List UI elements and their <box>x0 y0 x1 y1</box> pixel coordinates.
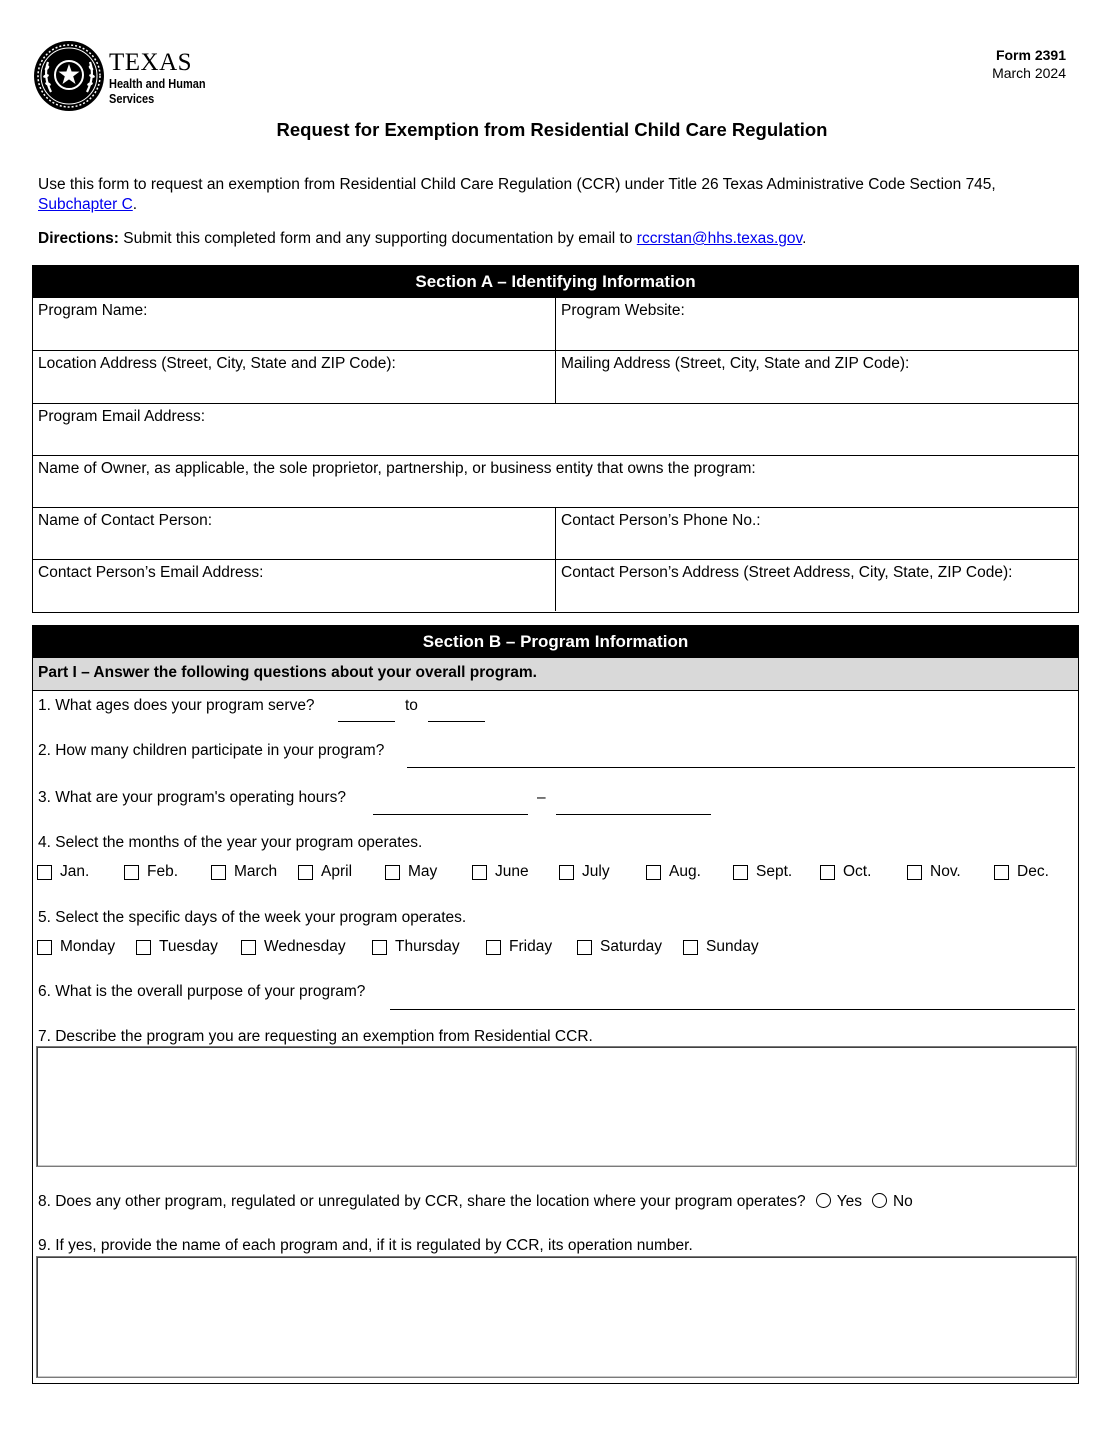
checkbox-june[interactable] <box>472 863 529 881</box>
logo-subtitle <box>109 77 206 107</box>
q3-label: 3. What are your program's operating hours? <box>38 789 346 806</box>
children-count-input[interactable] <box>407 767 1075 768</box>
section-b-header: Section B – Program Information <box>33 626 1078 658</box>
checkbox-box[interactable] <box>136 940 151 955</box>
section-a-row <box>33 559 1078 611</box>
location-address-field[interactable] <box>33 351 555 403</box>
q5-label: 5. Select the specific days of the week your program operates. <box>38 909 467 926</box>
checkbox-label: Sept. <box>756 863 793 880</box>
checkbox-saturday[interactable] <box>577 938 662 956</box>
hours-end-input[interactable] <box>556 814 711 815</box>
q1-to-label: to <box>405 697 418 714</box>
program-purpose-input[interactable] <box>390 1009 1075 1010</box>
age-from-input[interactable] <box>338 721 395 722</box>
contact-email-field[interactable] <box>33 560 555 611</box>
checkbox-box[interactable] <box>298 865 313 880</box>
contact-person-name-field[interactable] <box>33 508 555 559</box>
q9-label: 9. If yes, provide the name of each program and, if it is regulated by CCR, its operation number. <box>38 1237 693 1254</box>
q2-label: 2. How many children participate in your program? <box>38 742 385 759</box>
field-label: Location Address (Street, City, State and ZIP Code): <box>38 355 396 372</box>
field-label: Contact Person’s Phone No.: <box>561 512 761 529</box>
checkbox-box[interactable] <box>385 865 400 880</box>
owner-name-field[interactable] <box>33 456 1078 507</box>
q7-label: 7. Describe the program you are requesting an exemption from Residential CCR. <box>38 1028 593 1045</box>
directions-label: Directions: <box>38 230 119 247</box>
intro-text: Use this form to request an exemption from Residential Child Care Regulation (CCR) under Title 26 Texas Administrative Code Section 745, <box>38 176 996 193</box>
field-label: Contact Person’s Address (Street Address, City, State, ZIP Code): <box>561 564 1013 581</box>
texas-star-seal-icon <box>33 40 105 112</box>
checkbox-box[interactable] <box>472 865 487 880</box>
program-email-field[interactable] <box>33 404 1078 455</box>
checkbox-label: March <box>234 863 278 880</box>
checkbox-friday[interactable] <box>486 938 552 956</box>
field-label: Name of Contact Person: <box>38 512 213 529</box>
checkbox-label: July <box>582 863 610 880</box>
checkbox-aug[interactable] <box>646 863 701 881</box>
checkbox-nov[interactable] <box>907 863 961 881</box>
checkbox-box[interactable] <box>577 940 592 955</box>
q8-label-row <box>38 1193 913 1211</box>
checkbox-label: Tuesday <box>159 938 218 955</box>
checkbox-sept[interactable] <box>733 863 792 881</box>
checkbox-monday[interactable] <box>37 938 115 956</box>
section-b-table <box>32 625 1079 1384</box>
subchapter-c-link[interactable]: Subchapter C <box>38 196 133 213</box>
checkbox-box[interactable] <box>820 865 835 880</box>
checkbox-may[interactable] <box>385 863 437 881</box>
checkbox-label: Wednesday <box>264 938 346 955</box>
checkbox-box[interactable] <box>211 865 226 880</box>
directions-text: Submit this completed form and any supporting documentation by email to <box>118 230 637 247</box>
checkbox-box[interactable] <box>37 865 52 880</box>
q4-label: 4. Select the months of the year your program operates. <box>38 834 423 851</box>
radio-yes[interactable] <box>816 1193 831 1208</box>
program-website-field[interactable] <box>555 298 1078 350</box>
checkbox-label: Friday <box>509 938 553 955</box>
checkbox-box[interactable] <box>241 940 256 955</box>
form-number: Form 2391 <box>995 47 1066 63</box>
section-a-row <box>33 350 1078 403</box>
q8-label: 8. Does any other program, regulated or unregulated by CCR, share the location where your program operates? <box>38 1193 806 1210</box>
checkbox-box[interactable] <box>733 865 748 880</box>
radio-no-label: No <box>892 1193 913 1210</box>
section-a-table <box>32 265 1079 613</box>
radio-yes-label: Yes <box>836 1193 862 1210</box>
program-description-textarea[interactable] <box>36 1046 1077 1167</box>
checkbox-box[interactable] <box>37 940 52 955</box>
page-title: Request for Exemption from Residential Child Care Regulation <box>276 119 828 140</box>
checkbox-label: Dec. <box>1017 863 1049 880</box>
form-date: March 2024 <box>992 65 1066 81</box>
checkbox-label: Jan. <box>60 863 90 880</box>
checkbox-label: May <box>408 863 438 880</box>
checkbox-label: June <box>495 863 529 880</box>
checkbox-box[interactable] <box>646 865 661 880</box>
checkbox-box[interactable] <box>994 865 1009 880</box>
section-a-row <box>33 403 1078 455</box>
field-label: Contact Person’s Email Address: <box>38 564 264 581</box>
checkbox-box[interactable] <box>486 940 501 955</box>
checkbox-label: Aug. <box>669 863 701 880</box>
field-label: Program Website: <box>561 302 685 319</box>
intro-paragraph <box>38 175 1078 215</box>
part-1-body <box>33 691 1078 1381</box>
section-a-row <box>33 507 1078 559</box>
radio-no[interactable] <box>872 1193 887 1208</box>
field-label: Name of Owner, as applicable, the sole proprietor, partnership, or business entity that owns the program: <box>38 460 756 477</box>
directions-paragraph <box>38 229 806 249</box>
other-programs-textarea[interactable] <box>36 1256 1077 1378</box>
checkbox-box[interactable] <box>683 940 698 955</box>
field-label: Mailing Address (Street, City, State and ZIP Code): <box>561 355 910 372</box>
logo-subtitle-line2: Services <box>109 92 155 106</box>
checkbox-label: April <box>321 863 353 880</box>
checkbox-label: Oct. <box>843 863 872 880</box>
field-label: Program Name: <box>38 302 148 319</box>
program-name-field[interactable] <box>33 298 555 350</box>
q1-label: 1. What ages does your program serve? <box>38 697 315 714</box>
checkbox-label: Nov. <box>930 863 961 880</box>
q3-dash: – <box>537 789 546 806</box>
logo-title: TEXAS <box>109 49 193 76</box>
checkbox-oct[interactable] <box>820 863 871 881</box>
age-to-input[interactable] <box>428 721 485 722</box>
checkbox-label: Sunday <box>706 938 759 955</box>
checkbox-label: Thursday <box>395 938 460 955</box>
form-identifier <box>992 46 1066 82</box>
checkbox-tuesday[interactable] <box>136 938 218 956</box>
hours-start-input[interactable] <box>373 814 528 815</box>
section-a-row <box>33 455 1078 507</box>
texas-hhs-logo <box>33 40 223 114</box>
directions-period: . <box>802 230 807 247</box>
field-label: Program Email Address: <box>38 408 206 425</box>
contact-address-field[interactable] <box>555 560 1078 611</box>
checkbox-label: Monday <box>60 938 116 955</box>
checkbox-april[interactable] <box>298 863 352 881</box>
q6-label: 6. What is the overall purpose of your program? <box>38 983 366 1000</box>
checkbox-sunday[interactable] <box>683 938 759 956</box>
checkbox-dec[interactable] <box>994 863 1049 881</box>
checkbox-wednesday[interactable] <box>241 938 346 956</box>
section-a-header: Section A – Identifying Information <box>33 266 1078 298</box>
contact-phone-field[interactable] <box>555 508 1078 559</box>
checkbox-july[interactable] <box>559 863 610 881</box>
intro-period: . <box>132 196 138 213</box>
checkbox-box[interactable] <box>372 940 387 955</box>
checkbox-label: Saturday <box>600 938 663 955</box>
checkbox-march[interactable] <box>211 863 277 881</box>
checkbox-feb[interactable] <box>124 863 178 881</box>
checkbox-box[interactable] <box>559 865 574 880</box>
checkbox-box[interactable] <box>124 865 139 880</box>
part-1-header: Part I – Answer the following questions about your overall program. <box>33 658 1078 691</box>
checkbox-label: Feb. <box>147 863 179 880</box>
section-a-row <box>33 298 1078 350</box>
checkbox-box[interactable] <box>907 865 922 880</box>
logo-subtitle-line1: Health and Human <box>109 77 206 91</box>
submission-email-link[interactable]: rccrstan@hhs.texas.gov <box>636 230 803 247</box>
checkbox-thursday[interactable] <box>372 938 460 956</box>
checkbox-jan[interactable] <box>37 863 89 881</box>
mailing-address-field[interactable] <box>555 351 1078 403</box>
